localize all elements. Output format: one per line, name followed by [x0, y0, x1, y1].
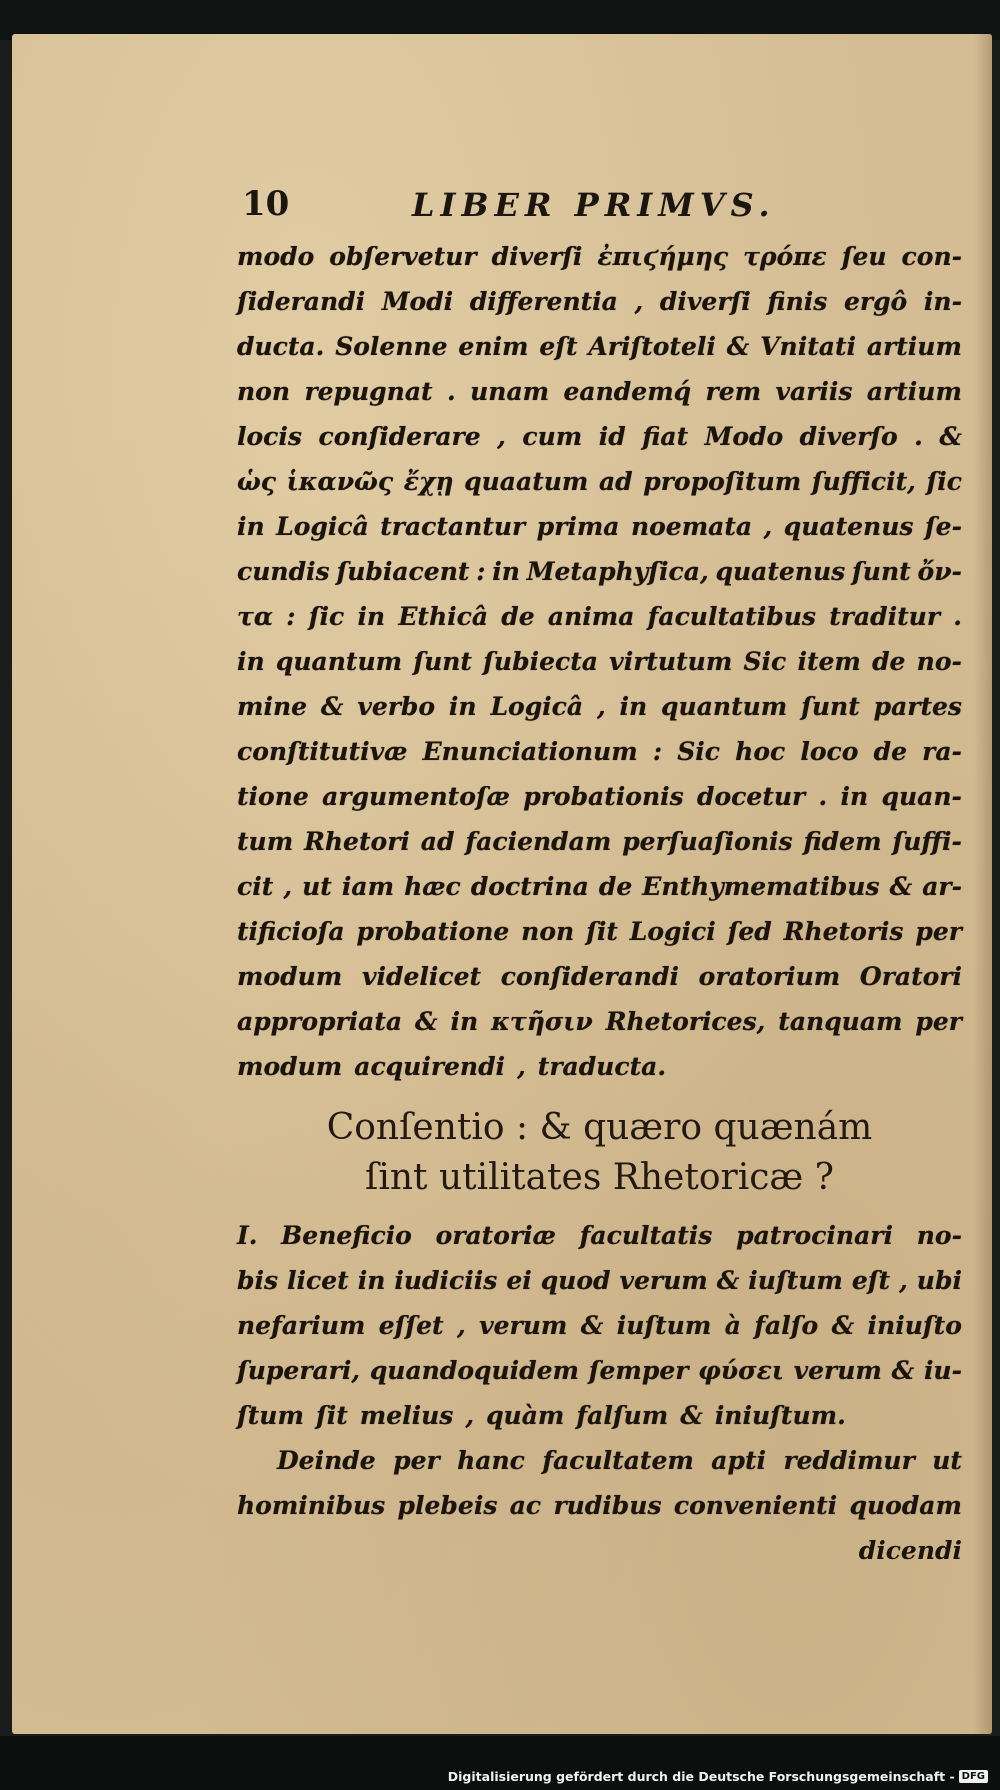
text-line: ſiderandi Modi differentia , diverſi finis ergô in-: [237, 287, 962, 316]
paragraph-2: [237, 1213, 962, 1438]
page-edge-shadow: [974, 34, 992, 1734]
text-line: cit , ut iam hæc doctrina de Enthymematibus & ar-: [237, 872, 962, 901]
text-line: modo obſervetur diverſi ἐπιϛήμης τρόπε ſeu con-: [237, 242, 962, 271]
text-line: modum acquirendi , traducta.: [237, 1052, 667, 1081]
text-line: appropriata & in κτῆσιν Rhetorices, tanquam per: [237, 1007, 962, 1036]
text-line: hominibus plebeis ac rudibus convenienti quodam: [237, 1491, 962, 1520]
text-line: τα : ſic in Ethicâ de anima facultatibus traditur .: [237, 602, 962, 631]
text-line: cundis ſubiacent : in Metaphyſica, quatenus ſunt ὄν-: [237, 557, 962, 586]
page-header: [237, 184, 962, 234]
text-line: tum Rhetori ad faciendam perſuaſionis fidem ſuffi-: [237, 827, 962, 856]
text-block: [237, 184, 962, 1573]
text-line: in quantum ſunt ſubiecta virtutum Sic item de no-: [237, 647, 962, 676]
text-line: nefarium eſſet , verum & iuſtum à falſo & iniuſto: [237, 1311, 962, 1340]
running-title: LIBER PRIMVS.: [412, 186, 776, 224]
text-line: modum videlicet conſiderandi oratorium Oratori: [237, 962, 962, 991]
heading-line: Conſentio : & quæro quænám: [326, 1107, 873, 1148]
paragraph-1: [237, 234, 962, 1089]
text-line: ὡς ἱκανῶς ἔχῃ quaatum ad propoſitum ſufficit, ſic: [237, 467, 962, 496]
page-number: 10: [242, 184, 290, 224]
digitization-credit: [448, 1769, 988, 1784]
text-line: ſtum ſit melius , quàm falſum & iniuſtum.: [237, 1401, 846, 1430]
paragraph-3: [237, 1438, 962, 1528]
scan-bottom-border: [0, 1736, 1000, 1790]
text-line: mine & verbo in Logicâ , in quantum ſunt partes: [237, 692, 962, 721]
text-line: locis conſiderare , cum id fiat Modo diverſo . &: [237, 422, 962, 451]
catchword: dicendi: [858, 1536, 962, 1565]
section-heading: [237, 1103, 962, 1203]
credit-text: Digitalisierung gefördert durch die Deutsche Forschungsgemeinschaft -: [447, 1769, 955, 1784]
book-page: [12, 34, 992, 1734]
text-line: tificioſa probatione non ſit Logici ſed Rhetoris per: [237, 917, 962, 946]
text-line: I. Beneficio oratoriæ facultatis patrocinari no-: [237, 1221, 962, 1250]
text-line: tione argumentoſæ probationis docetur . in quan-: [237, 782, 962, 811]
text-line: conſtitutivæ Enunciationum : Sic hoc loco de ra-: [237, 737, 962, 766]
text-line: in Logicâ tractantur prima noemata , quatenus ſe-: [237, 512, 962, 541]
text-line: non repugnat . unam eandemq́ rem variis artium: [237, 377, 962, 406]
text-line: ducta. Solenne enim eſt Ariſtoteli & Vnitati artium: [237, 332, 962, 361]
text-line: ſuperari, quandoquidem ſemper φύσει verum & iu-: [237, 1356, 962, 1385]
text-line: Deinde per hanc facultatem apti reddimur ut: [277, 1446, 962, 1475]
text-line: bis licet in iudiciis ei quod verum & iuſtum eſt , ubi: [237, 1266, 962, 1295]
heading-line: ſint utilitates Rhetoricæ ?: [365, 1157, 834, 1198]
dfg-logo: DFG: [959, 1770, 988, 1783]
